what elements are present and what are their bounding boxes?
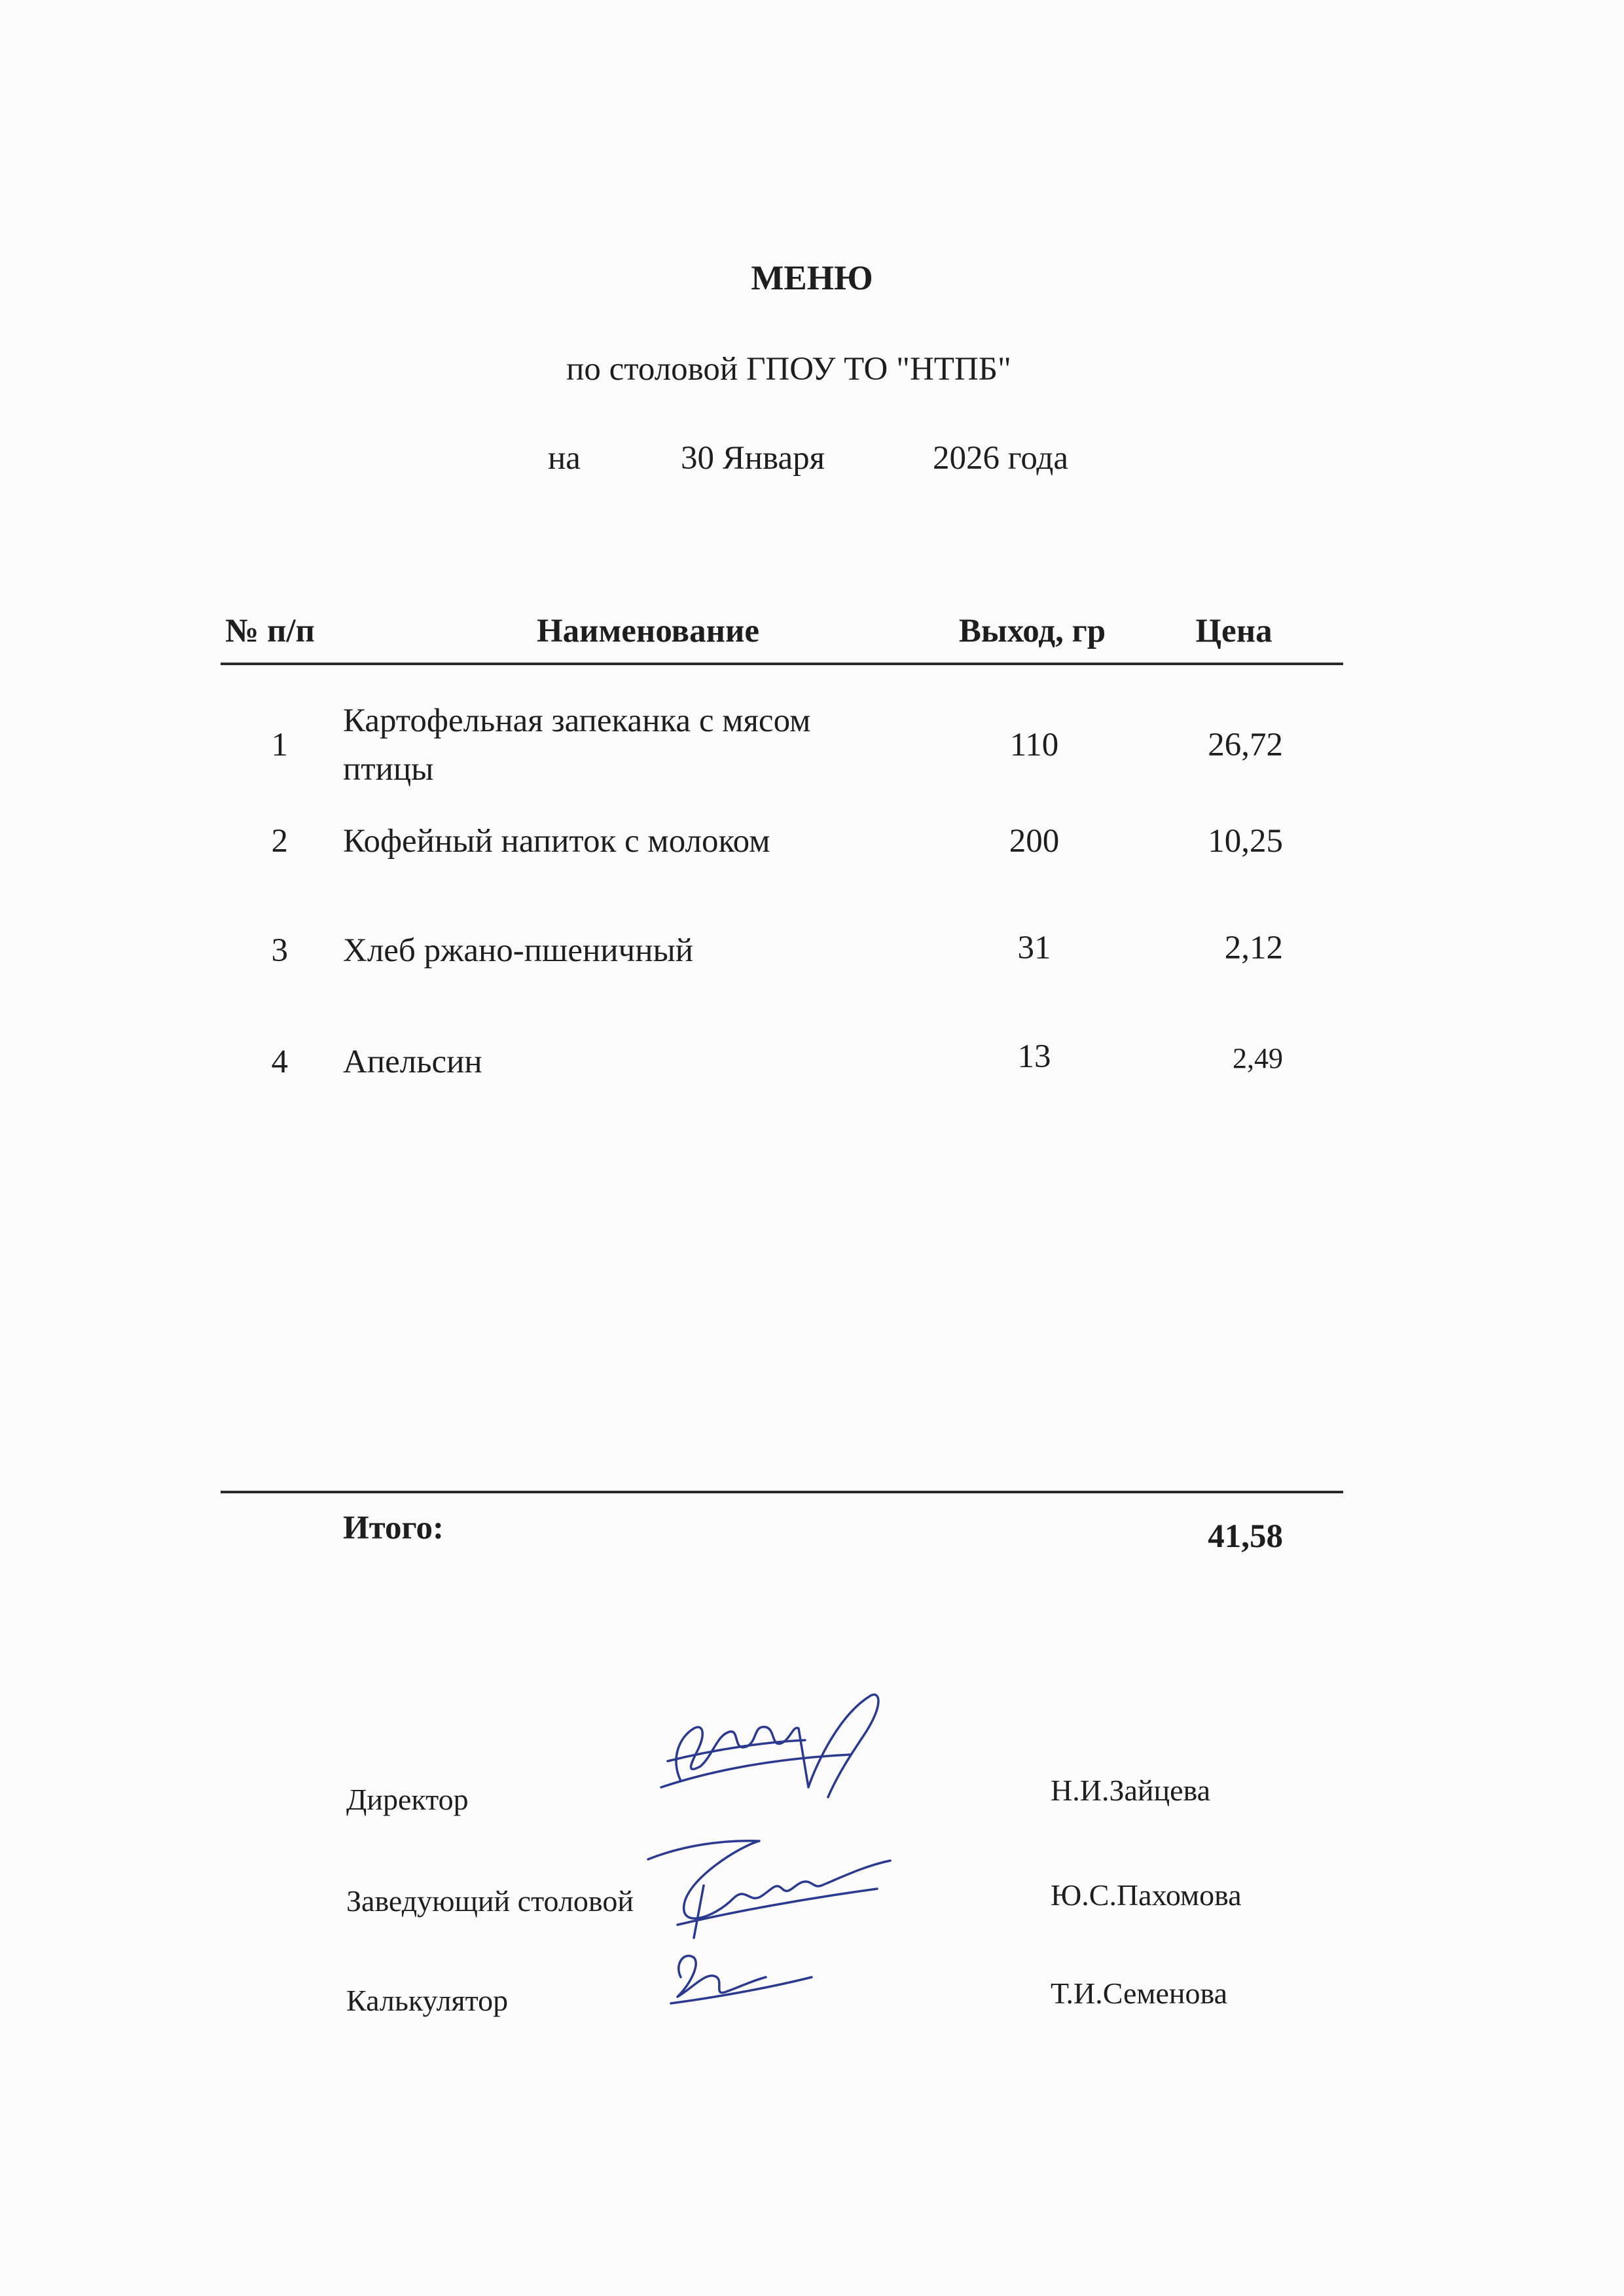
row-2-number: 2	[271, 823, 288, 860]
row-3-name: Хлеб ржано-пшеничный	[343, 932, 694, 969]
row-4-price: 2,49	[1233, 1042, 1283, 1074]
row-3-number: 3	[271, 932, 288, 969]
signature-role-director: Директор	[346, 1783, 469, 1816]
row-2-price: 10,25	[1208, 823, 1283, 860]
row-3-output: 31	[1017, 930, 1051, 966]
row-3-price: 2,12	[1224, 930, 1283, 966]
row-1-name-line2: птицы	[343, 751, 434, 788]
document-title: МЕНЮ	[751, 259, 873, 297]
signature-name-calculator: Т.И.Семенова	[1051, 1977, 1228, 2010]
date-day-month: 30 Января	[681, 440, 825, 477]
row-1-output: 110	[1009, 727, 1059, 763]
header-number: № п/п	[225, 613, 315, 649]
row-1-price: 26,72	[1208, 727, 1283, 763]
row-1-number: 1	[271, 727, 288, 763]
table-total-rule	[221, 1491, 1343, 1493]
signature-name-canteen-head: Ю.С.Пахомова	[1051, 1878, 1242, 1912]
signature-name-director: Н.И.Зайцева	[1051, 1774, 1211, 1807]
total-value: 41,58	[1208, 1518, 1283, 1555]
row-4-output: 13	[1017, 1038, 1051, 1075]
row-2-output: 200	[1009, 823, 1060, 860]
row-1-name-line1: Картофельная запеканка с мясом	[343, 702, 811, 739]
date-year: 2026 года	[933, 440, 1069, 477]
date-prefix: на	[548, 440, 581, 477]
handwritten-signatures	[641, 1689, 949, 2030]
signature-role-calculator: Калькулятор	[346, 1984, 509, 2017]
header-price: Цена	[1195, 613, 1272, 649]
signature-role-canteen-head: Заведующий столовой	[346, 1884, 634, 1918]
row-4-number: 4	[271, 1044, 288, 1080]
director-signature	[676, 1694, 878, 1797]
header-name: Наименование	[537, 613, 759, 649]
header-output: Выход, гр	[958, 613, 1106, 649]
total-label: Итого:	[343, 1510, 444, 1546]
row-2-name: Кофейный напиток с молоком	[343, 823, 770, 860]
table-header-rule	[221, 663, 1343, 665]
document-subtitle: по столовой ГПОУ ТО "НТПБ"	[566, 351, 1011, 388]
row-4-name: Апельсин	[343, 1044, 482, 1080]
